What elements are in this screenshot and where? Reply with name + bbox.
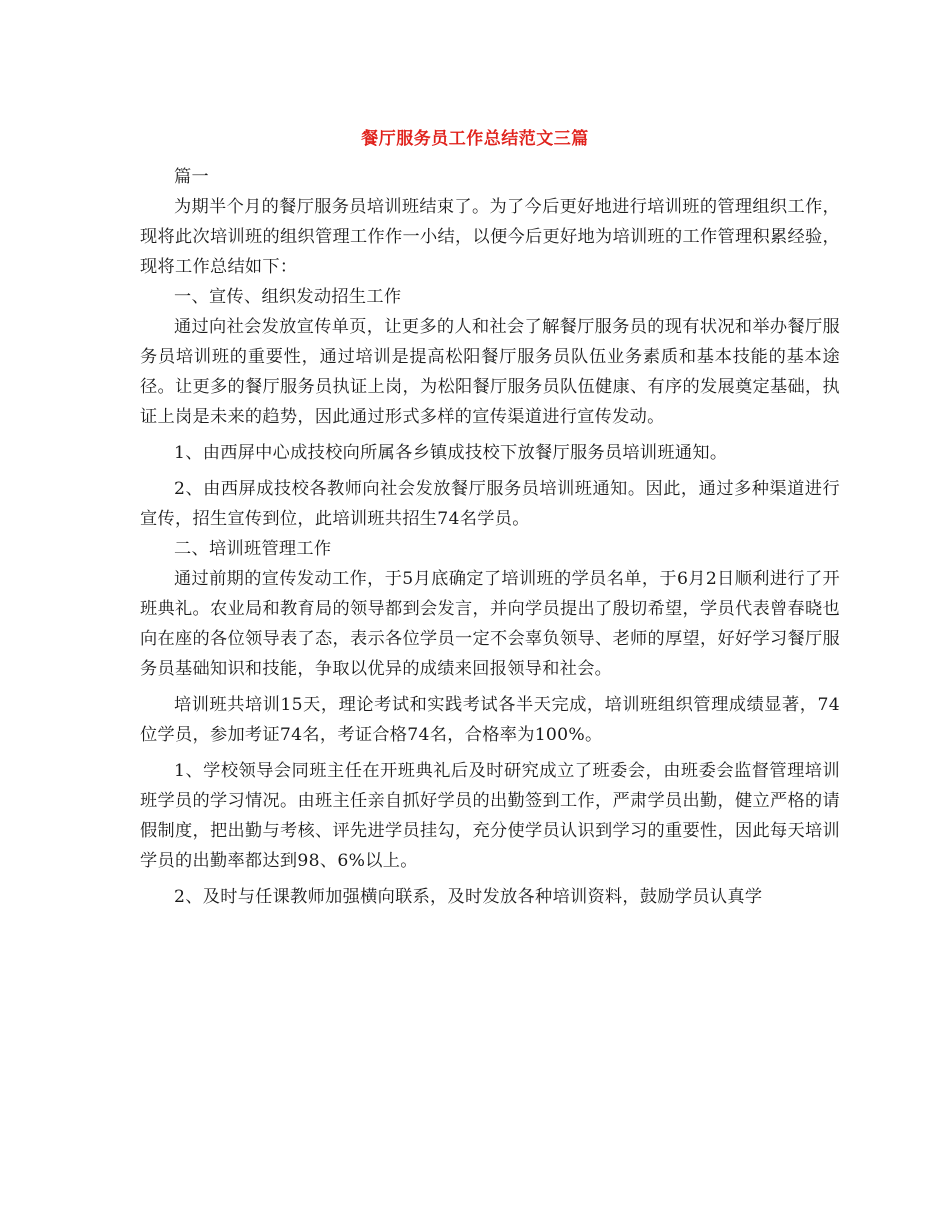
paragraph: 通过向社会发放宣传单页，让更多的人和社会了解餐厅服务员的现有状况和举办餐厅服务员培训班的重要性，通过培训是提高松阳餐厅服务员队伍业务素质和基本技能的基本途径。让更多的餐厅服务员执证上岗，为松阳餐厅服务员队伍健康、有序的发展奠定基础，执证上岗是未来的趋势，因此通过形式多样的宣传渠道进行宣传发动。 (140, 317, 840, 427)
paragraph: 2、由西屏成技校各教师向社会发放餐厅服务员培训班通知。因此，通过多种渠道进行宣传，招生宣传到位，此培训班共招生74名学员。 (140, 479, 840, 529)
paragraph: 为期半个月的餐厅服务员培训班结束了。为了今后更好地进行培训班的管理组织工作，现将此次培训班的组织管理工作作一小结，以便今后更好地为培训班的工作管理积累经验，现将工作总结如下： (140, 197, 840, 277)
paragraph: 培训班共培训15天，理论考试和实践考试各半天完成，培训班组织管理成绩显著，74位学员，参加考证74名，考证合格74名，合格率为100%。 (140, 695, 840, 745)
section-heading: 篇一 (174, 167, 209, 187)
paragraph: 1、由西屏中心成技校向所属各乡镇成技校下放餐厅服务员培训班通知。 (174, 443, 728, 463)
document-body (140, 162, 840, 912)
paragraph: 2、及时与任课教师加强横向联系，及时发放各种培训资料，鼓励学员认真学 (174, 887, 763, 907)
paragraph: 通过前期的宣传发动工作，于5月底确定了培训班的学员名单，于6月2日顺利进行了开班典礼。农业局和教育局的领导都到会发言，并向学员提出了殷切希望，学员代表曾春晓也向在座的各位领导表了态，表示各位学员一定不会辜负领导、老师的厚望，好好学习餐厅服务员基础知识和技能，争取以优异的成绩来回报领导和社会。 (140, 569, 840, 679)
paragraph: 1、学校领导会同班主任在开班典礼后及时研究成立了班委会，由班委会监督管理培训班学员的学习情况。由班主任亲自抓好学员的出勤签到工作，严肃学员出勤，健立严格的请假制度，把出勤与考核、评先进学员挂勾，充分使学员认识到学习的重要性，因此每天培训学员的出勤率都达到98、6%以上。 (140, 761, 840, 871)
document-title: 餐厅服务员工作总结范文三篇 (361, 129, 589, 149)
section-heading: 一、宣传、组织发动招生工作 (174, 287, 402, 307)
section-heading: 二、培训班管理工作 (174, 539, 332, 559)
